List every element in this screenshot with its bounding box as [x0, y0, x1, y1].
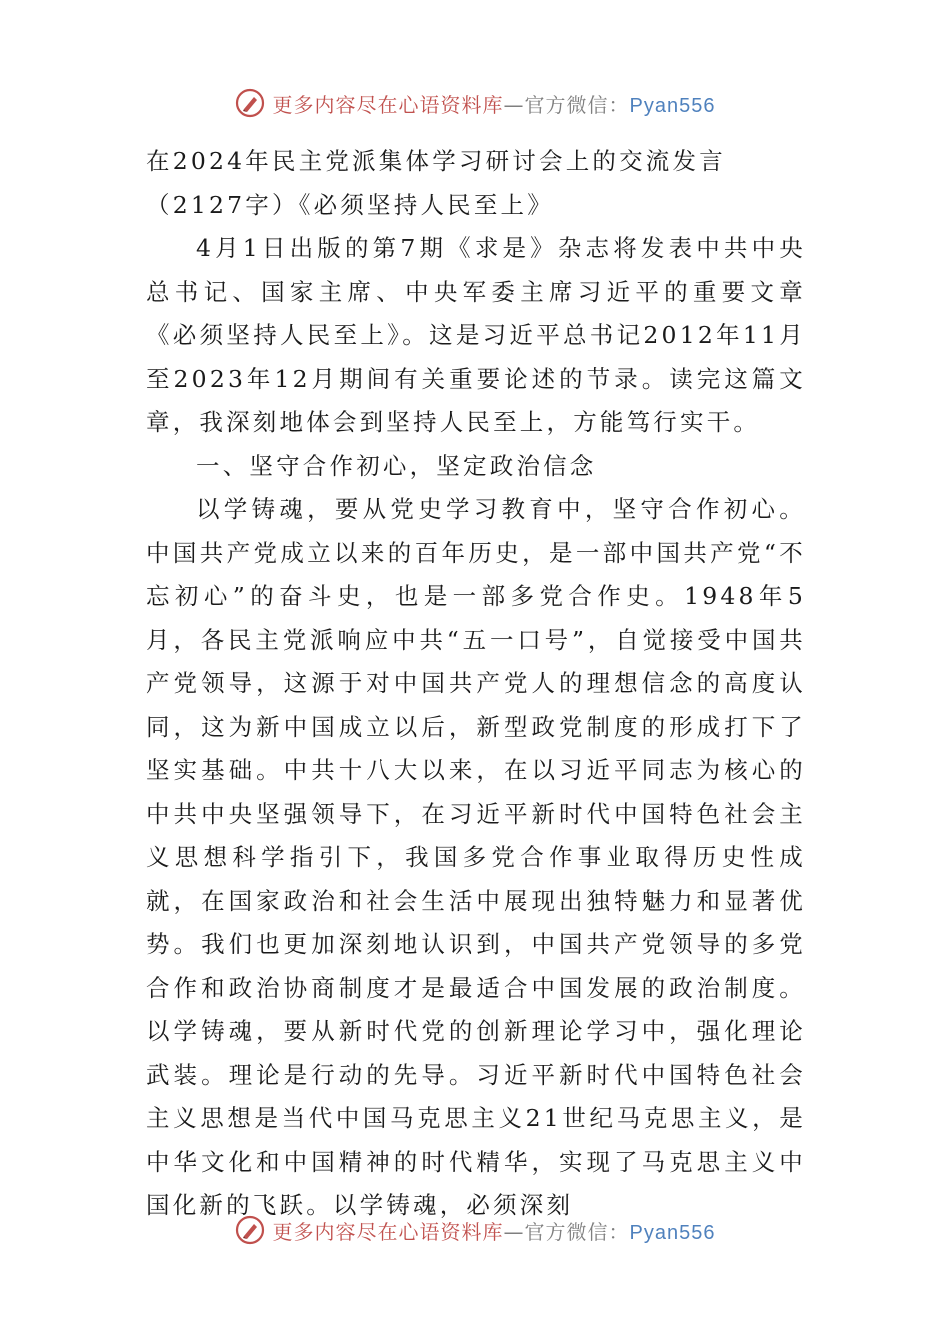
watermark-dash: — — [503, 92, 525, 117]
watermark-wechat-label: 官方微信： — [524, 1219, 630, 1244]
watermark-wechat-id: Pyan556 — [629, 1221, 716, 1244]
watermark-text: 更多内容尽在心语资料库 — [272, 1219, 504, 1244]
watermark-wechat-label: 官方微信： — [524, 92, 630, 117]
footer-watermark — [0, 1215, 950, 1245]
pen-circle-logo-icon — [235, 1215, 265, 1245]
watermark-wechat-id: Pyan556 — [629, 94, 716, 117]
header-watermark — [0, 88, 950, 118]
document-title: 在2024年民主党派集体学习研讨会上的交流发言（2127字）《必须坚持人民至上》 — [146, 147, 726, 219]
paragraph-section-1: 以学铸魂，要从党史学习教育中，坚守合作初心。中国共产党成立以来的百年历史，是一部中国共产党“不忘初心”的奋斗史，也是一部多党合作史。1948年5月，各民主党派响应中共“五一口号”，自觉接受中国共产党领导，这源于对中国共产党人的理想信念的高度认同，这为新中国成立以后，新型政党制度的形成打下了坚实基础。中共十八大以来，在以习近平同志为核心的中共中央坚强领导下，在习近平新时代中国特色社会主义思想科学指引下，我国多党合作事业取得历史性成就，在国家政治和社会生活中展现出独特魅力和显著优势。我们也更加深刻地认识到，中国共产党领导的多党合作和政治协商制度才是最适合中国发展的政治制度。以学铸魂，要从新时代党的创新理论学习中，强化理论武装。理论是行动的先导。习近平新时代中国特色社会主义思想是当代中国马克思主义21世纪马克思主义，是中华文化和中国精神的时代精华，实现了马克思主义中国化新的飞跃。以学铸魂，必须深刻 — [146, 495, 806, 1219]
watermark-dash: — — [503, 1219, 525, 1244]
paragraph-intro: 4月1日出版的第7期《求是》杂志将发表中共中央总书记、国家主席、中央军委主席习近平的重要文章《必须坚持人民至上》。这是习近平总书记2012年11月至2023年12月期间有关重要论述的节录。读完这篇文章，我深刻地体会到坚持人民至上，方能笃行实干。 — [146, 234, 806, 436]
watermark-text: 更多内容尽在心语资料库 — [272, 92, 504, 117]
section-heading-1: 一、坚守合作初心，坚定政治信念 — [196, 451, 597, 480]
document-body — [146, 140, 806, 1228]
pen-circle-logo-icon — [235, 88, 265, 118]
